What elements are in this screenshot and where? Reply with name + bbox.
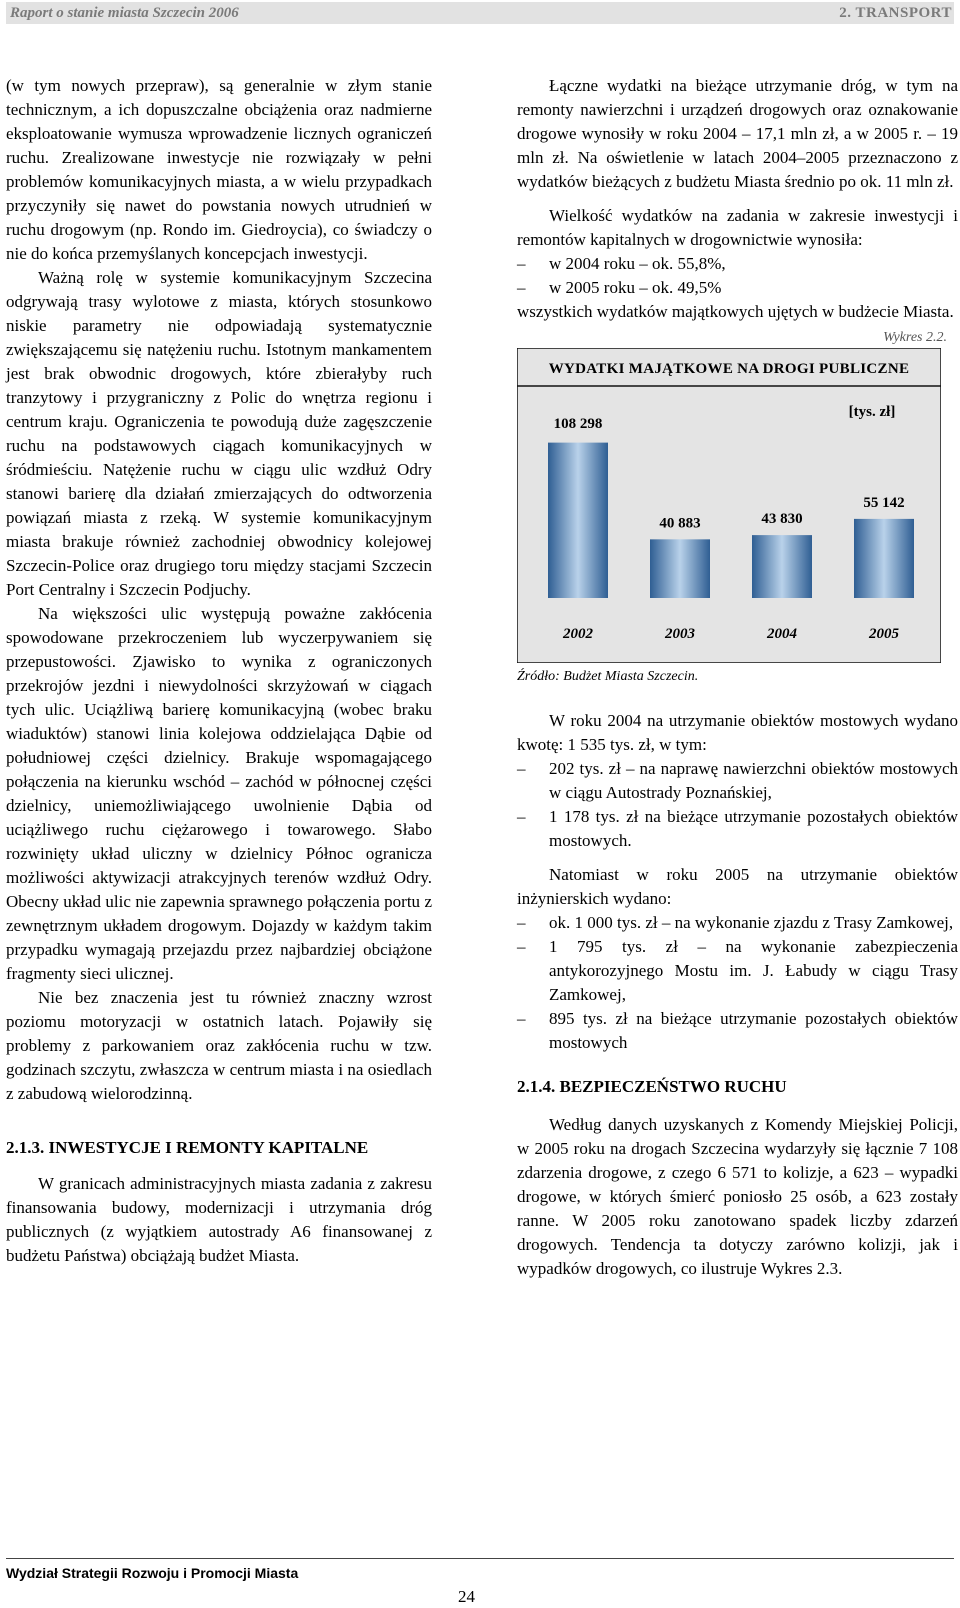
- paragraph: Według danych uzyskanych z Komendy Miejskiej Policji, w 2005 roku na drogach Szczecina wydarzyły się łącznie 7 108 zdarzenia drogowe, z czego 6 571 to kolizje, a 623 – wypadki drogowe, w których śmierć poniosło 25 osób, a 623 zostały ranne. W 2005 roku zanotowano spadek liczby zdarzeń drogowych. Tendencja ta dotyczy zarówno kolizji, jak i wypadków drogowych, co ilustruje Wykres 2.3.: [517, 1115, 958, 1278]
- percent-list: [517, 252, 958, 300]
- footer-department: Wydział Strategii Rozwoju i Promocji Miasta: [6, 1565, 299, 1581]
- right-column: [517, 74, 958, 1281]
- list-item: – 1 795 tys. zł – na wykonanie zabezpieczenia antykorozyjnego Mostu im. J. Łabudy w ciągu Trasy Zamkowej,: [517, 935, 958, 1007]
- bar-2003: [650, 539, 710, 598]
- list-item: – w 2005 roku – ok. 49,5%: [517, 276, 958, 300]
- bar-2004: [752, 535, 812, 598]
- chart-source: Źródło: Budżet Miasta Szczecin.: [517, 669, 699, 684]
- page-footer: [6, 1558, 954, 1581]
- page-number: 24: [458, 1587, 475, 1606]
- paragraph: (w tym nowych przepraw), są generalnie w złym stanie technicznym, a ich dopuszczalne obciążenia oraz nadmierne eksploatowanie wymusza wprowadzenie licznych ograniczeń ruchu. Zrealizowane inwestycje nie rozwiązały w pełni problemów komunikacyjnych miasta, a w wielu przypadkach przyczyniły się nawet do powstania nowych utrudnień w ruchu drogowym (np. Rondo im. Giedroycia), co świadczy o nie do końca przemyślanych koncepcjach inwestycji.: [6, 76, 432, 263]
- data-label-2005: 55 142: [863, 494, 905, 511]
- bar-2002: [548, 443, 608, 598]
- x-tick-2004: 2004: [767, 626, 797, 642]
- report-title: Raport o stanie miasta Szczecin 2006: [10, 5, 239, 21]
- bar-chart: [517, 348, 941, 663]
- x-tick-2002: 2002: [563, 626, 593, 642]
- list-item: – 1 178 tys. zł na bieżące utrzymanie pozostałych obiektów mostowych.: [517, 805, 958, 853]
- x-tick-2003: 2003: [665, 626, 695, 642]
- paragraph: Na większości ulic występują poważne zakłócenia spowodowane przekroczeniem lub wyczerpywaniem się przepustowości. Zjawisko to wynika z ograniczonych przekrojów jezdni i niewydolności skrzyżowań w ciągach tych ulic. Uciążliwą barierę komunikacyjną (wobec braku wiaduktów) stanowi linia kolejowa oddzielająca Dąbie od południowej części dzielnicy. Brakuje wspomagającego połączenia na kierunku wschód – zachód w północnej części dzielnicy, uniemożliwiającego uwolnienie Dąbia od uciążliwego ruchu ciężarowego i towarowego. Słabo rozwinięty układ uliczny w dzielnicy Północ ogranicza możliwości aktywizacji atrakcyjnych terenów wzdłuż Odry. Obecny układ ulic nie zapewnia sprawnego połączenia portu z zewnętrznym układem drogowym. Dojazdy w każdym takim przypadku wymagają przejazdu przez najbardziej obciążone fragmenty sieci ulicznej.: [6, 604, 432, 983]
- list-item: – w 2004 roku – ok. 55,8%,: [517, 252, 958, 276]
- section-title: 2. TRANSPORT: [839, 5, 952, 21]
- paragraph: wszystkich wydatków majątkowych ujętych w budżecie Miasta.: [517, 302, 954, 321]
- page-header: [6, 2, 954, 24]
- chart-unit: [tys. zł]: [848, 404, 896, 420]
- bridge-2005-list: [517, 911, 958, 1055]
- data-label-2004: 43 830: [761, 511, 803, 528]
- x-tick-2005: 2005: [869, 626, 899, 642]
- paragraph: W granicach administracyjnych miasta zadania z zakresu finansowania budowy, modernizacji i utrzymania dróg publicznych (z wyjątkiem autostrady A6 finansowanej z budżetu Państwa) obciążają budżet Miasta.: [6, 1174, 432, 1265]
- left-column: [6, 74, 432, 1268]
- list-item: – 202 tys. zł – na naprawę nawierzchni obiektów mostowych w ciągu Autostrady Poznańskiej,: [517, 757, 958, 805]
- bridge-2004-list: [517, 757, 958, 853]
- data-label-2003: 40 883: [659, 515, 701, 532]
- data-label-2002: 108 298: [553, 416, 603, 432]
- paragraph: Natomiast w roku 2005 na utrzymanie obiektów inżynierskich wydano:: [517, 865, 958, 908]
- chart-title: WYDATKI MAJĄTKOWE NA DROGI PUBLICZNE: [548, 361, 910, 377]
- section-heading-2-1-4: 2.1.4. BEZPIECZEŃSTWO RUCHU: [517, 1077, 787, 1096]
- section-heading-2-1-3: 2.1.3. INWESTYCJE I REMONTY KAPITALNE: [6, 1138, 369, 1157]
- paragraph: Ważną rolę w systemie komunikacyjnym Szczecina odgrywają trasy wylotowe z miasta, których stosunkowo niskie parametry nie odpowiadają systematycznie zwiększającemu się natężeniu ruchu. Istotnym mankamentem jest brak obwodnic drogowych, które zbierałyby ruch tranzytowy i przygraniczny z Polic do wnętrza regionu i centrum kraju. Ograniczenia te powodują duże zagęszczenie ruchu na podstawowych ciągach komunikacyjnych w śródmieściu. Natężenie ruchu w ciągu ulic wzdłuż Odry stanowi barierę dla działań zmierzających do odtworzenia powiązań miasta z rzeką. W systemie komunikacyjnym miasta brakuje również zachodniej obwodnicy kolejowej Szczecin-Police oraz drugiego toru między stacjami Szczecin Port Centralny i Szczecin Podjuchy.: [6, 268, 432, 599]
- paragraph: Nie bez znaczenia jest tu również znaczny wzrost poziomu motoryzacji w ostatnich latach. Pojawiły się problemy z parkowaniem oraz zakłócenia ruchu w tzw. godzinach szczytu, zwłaszcza w centrum miasta i na osiedlach z zabudową wielorodzinną.: [6, 988, 432, 1103]
- list-item: – ok. 1 000 tys. zł – na wykonanie zjazdu z Trasy Zamkowej,: [517, 911, 958, 935]
- list-item: – 895 tys. zł na bieżące utrzymanie pozostałych obiektów mostowych: [517, 1007, 958, 1055]
- chart-block: [517, 328, 947, 687]
- paragraph: Wielkość wydatków na zadania w zakresie inwestycji i remontów kapitalnych w drogownictwie wynosiła:: [517, 206, 958, 249]
- chart-number: Wykres 2.2.: [883, 330, 947, 345]
- bar-2005: [854, 519, 914, 598]
- paragraph: W roku 2004 na utrzymanie obiektów mostowych wydano kwotę: 1 535 tys. zł, w tym:: [517, 711, 958, 754]
- paragraph: Łączne wydatki na bieżące utrzymanie dróg, w tym na remonty nawierzchni i urządzeń drogowych oraz oznakowanie drogowe wynosiły w roku 2004 – 17,1 mln zł, a w 2005 r. – 19 mln zł. Na oświetlenie w latach 2004–2005 przeznaczono z wydatków bieżących z budżetu Miasta średnio po ok. 11 mln zł.: [517, 76, 958, 191]
